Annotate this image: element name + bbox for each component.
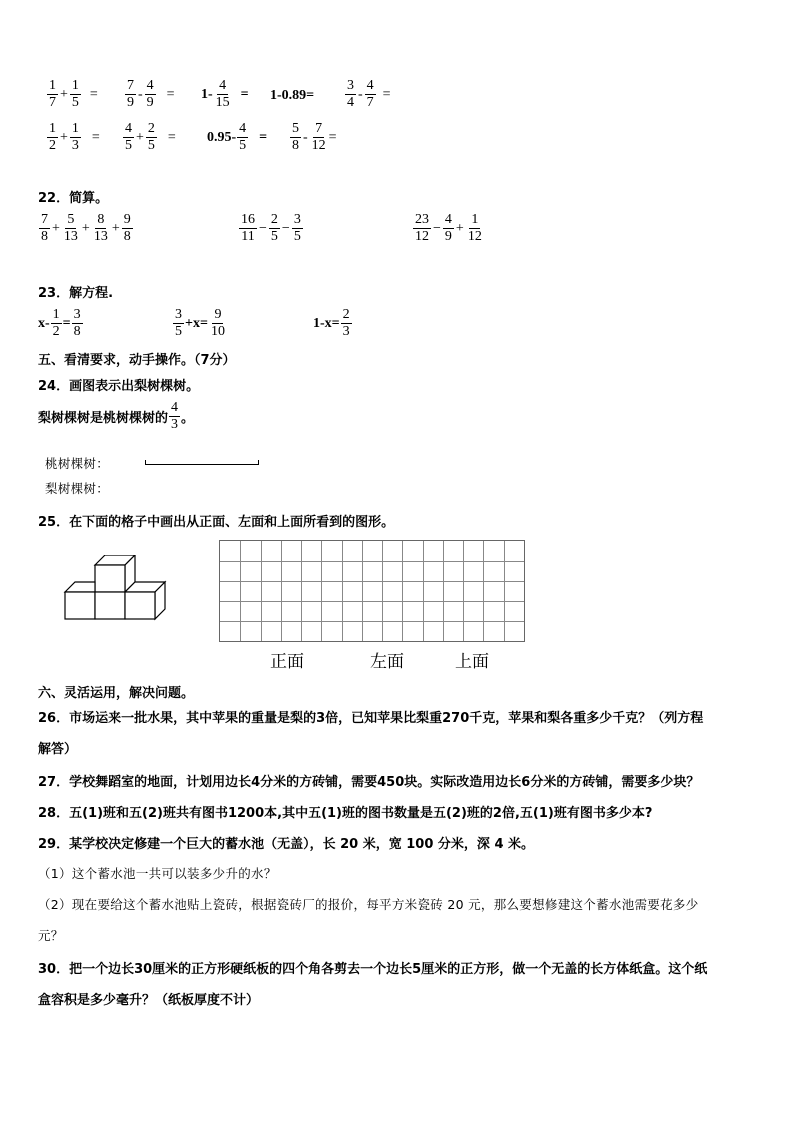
numerator: 7 [315,121,323,136]
calc-expr [201,78,249,111]
equals: = [328,129,337,145]
question-28: 28．五(1)班和五(2)班共有图书1200本,其中五(1)班的图书数量是五(2)班的2倍,五(1)班有图书多少本? [38,806,653,821]
calc-expr [207,121,267,154]
denominator: 5 [125,138,132,153]
question-24-title: 24．画图表示出梨树棵树。 [38,379,200,394]
prefix: 1- [201,86,213,102]
question-30-line2: 盒容积是多少毫升？（纸板厚度不计） [38,993,260,1008]
numerator: 9 [123,212,131,227]
calc-expr [124,78,175,111]
equals: = [91,129,100,145]
numerator: 1 [49,121,56,136]
denominator: 9 [444,229,452,244]
numerator: 5 [292,121,299,136]
equals: = [62,315,71,331]
calc-expr [270,88,314,104]
denominator: 7 [49,95,56,110]
denominator: 8 [41,229,48,244]
left-view-label: 左面 [370,652,404,672]
operator: - [358,86,363,102]
denominator: 5 [71,95,79,110]
numerator: 1 [71,121,79,136]
numerator: 8 [97,212,105,227]
operator: - [303,129,308,145]
denominator: 13 [93,229,108,244]
operator: + [60,86,68,102]
grid-line-horizontal [220,561,524,562]
top-view-label: 上面 [455,652,489,672]
operator: + [81,220,90,236]
denominator: 9 [146,95,154,110]
grid-line-vertical [321,541,322,641]
expr-text: 1-0.89= [270,88,315,103]
denominator: 3 [342,324,350,339]
grid-line-vertical [261,541,262,641]
operator: − [281,220,290,236]
denominator: 11 [241,229,255,244]
question-26-line2: 解答） [38,742,78,757]
numerator: 3 [73,307,81,322]
question-30-line1: 30．把一个边长30厘米的正方形硬纸板的四个角各剪去一个边长5厘米的正方形，做一个无盖的长方体纸盒。这个纸 [38,962,708,977]
numerator: 7 [127,78,134,93]
equals: = [240,86,249,102]
section-6-heading: 六、灵活运用，解决问题。 [38,686,195,701]
grid-line-vertical [240,541,241,641]
numerator: 3 [293,212,301,227]
equals: = [167,129,176,145]
operator: − [259,220,267,236]
calc-expr [46,78,98,111]
calc-expr [46,121,100,154]
numerator: 2 [342,307,350,322]
denominator: 8 [73,324,81,339]
numerator: 4 [219,78,227,93]
denominator: 9 [127,95,134,110]
grid-line-horizontal [220,581,524,582]
equals: = [89,86,98,102]
question-23-title: 23．解方程. [38,286,114,301]
numerator: 3 [347,78,354,93]
ratio-text: 梨树棵树是桃树棵树的 [38,411,169,426]
denominator: 7 [366,95,374,110]
grid-line-vertical [463,541,464,641]
denominator: 4 [347,95,354,110]
prefix: 1-x= [313,315,340,331]
denominator: 2 [49,138,56,153]
peach-segment [145,460,259,465]
numerator: 4 [125,121,132,136]
denominator: 15 [215,95,230,110]
peach-label: 桃树棵树： [45,456,110,471]
denominator: 5 [293,229,301,244]
grid-line-vertical [423,541,424,641]
numerator: 1 [71,78,79,93]
operator: - [138,86,143,102]
denominator: 10 [210,324,225,339]
ratio-text-end: 。 [181,411,195,426]
question-22-title: 22．简算。 [38,191,109,206]
numerator: 4 [171,400,179,415]
operator: − [433,220,441,236]
calc-expr [289,121,337,154]
numerator: 2 [147,121,155,136]
question-29-part2-line2: 元？ [38,928,64,943]
numerator: 23 [415,212,429,227]
cube-figure [60,555,170,627]
operator: +x= [185,315,208,331]
question-29-part2-line1: （2）现在要给这个蓄水池贴上瓷砖，根据瓷砖厂的报价，每平方米瓷砖 20 元，那么要想修建这个蓄水池需要花多少 [38,897,699,912]
grid-line-vertical [281,541,282,641]
question-24-line [38,400,194,433]
numerator: 1 [471,212,479,227]
question-26-line1: 26．市场运来一批水果，其中苹果的重量是梨的3倍，已知苹果比梨重270千克，苹果和梨各重多少千克？（列方程 [38,711,704,726]
operator: + [52,220,60,236]
grid-line-vertical [342,541,343,641]
grid-line-horizontal [220,601,524,602]
grid-line-horizontal [220,621,524,622]
denominator: 5 [270,229,278,244]
denominator: 5 [147,138,155,153]
denominator: 12 [467,229,482,244]
question-29-part1: （1）这个蓄水池一共可以装多少升的水？ [38,866,277,881]
question-27: 27．学校舞蹈室的地面，计划用边长4分米的方砖铺，需要450块。实际改造用边长6分米的方砖铺，需要多少块？ [38,775,700,790]
equation-3 [313,307,353,340]
denominator: 3 [171,417,179,432]
denominator: 5 [239,138,247,153]
pear-label: 梨树棵树： [45,481,110,496]
operator: + [136,129,144,145]
simplify-expr-2 [238,212,304,245]
operator: + [111,220,120,236]
denominator: 8 [292,138,299,153]
numerator: 1 [52,307,60,322]
numerator: 1 [49,78,56,93]
equation-2 [172,307,228,340]
equation-1 [38,307,84,340]
grid-line-vertical [504,541,505,641]
prefix: x- [38,315,50,331]
simplify-expr-1 [38,212,134,245]
equals: = [259,129,268,145]
grid-line-vertical [402,541,403,641]
drawing-grid[interactable] [219,540,525,642]
numerator: 16 [241,212,255,227]
question-29-stem: 29．某学校决定修建一个巨大的蓄水池（无盖），长 20 米，宽 100 分米，深 4 米。 [38,837,535,852]
calc-expr [344,78,391,111]
numerator: 4 [239,121,247,136]
denominator: 5 [175,324,182,339]
equals: = [166,86,175,102]
denominator: 2 [52,324,60,339]
denominator: 8 [123,229,131,244]
grid-line-vertical [443,541,444,641]
numerator: 5 [67,212,75,227]
operator: + [60,129,68,145]
denominator: 12 [415,229,429,244]
numerator: 4 [444,212,452,227]
numerator: 4 [366,78,374,93]
prefix: 0.95- [207,129,237,145]
front-view-label: 正面 [270,652,304,672]
denominator: 12 [311,138,326,153]
numerator: 9 [214,307,222,322]
numerator: 7 [41,212,48,227]
simplify-expr-3 [412,212,485,245]
question-25-title: 25．在下面的格子中画出从正面、左面和上面所看到的图形。 [38,515,395,530]
grid-line-vertical [301,541,302,641]
denominator: 13 [63,229,78,244]
grid-line-vertical [382,541,383,641]
numerator: 4 [146,78,154,93]
numerator: 2 [270,212,278,227]
numerator: 3 [175,307,182,322]
equals: = [382,86,391,102]
denominator: 3 [71,138,79,153]
grid-line-vertical [362,541,363,641]
calc-expr [122,121,176,154]
section-5-heading: 五、看清要求，动手操作。（7分） [38,353,236,368]
grid-line-vertical [483,541,484,641]
operator: + [455,220,464,236]
